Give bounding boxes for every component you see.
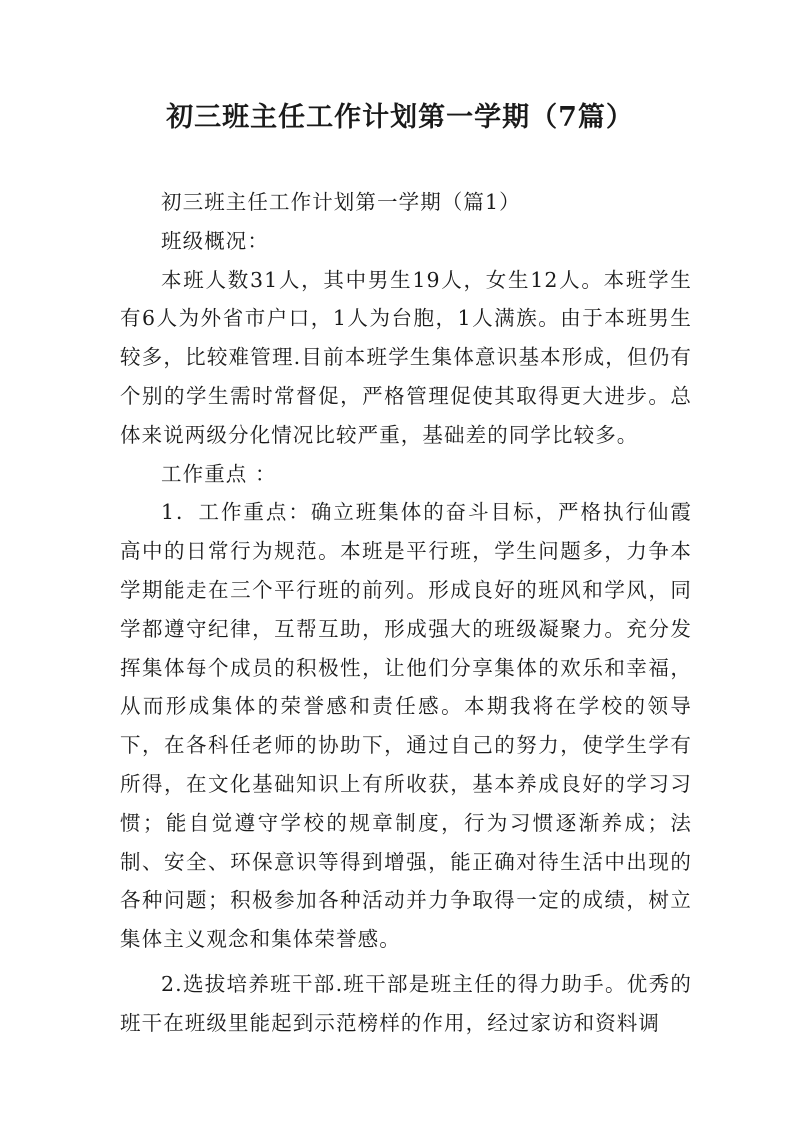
class-overview-paragraph: 本班人数31人，其中男生19人，女生12人。本班学生有6人为外省市户口，1人为台胞，1人满族。由于本班男生较多，比较难管理.目前本班学生集体意识基本形成，但仍有个别的学生需时常督促，严格管理促使其取得更大进步。总体来说两级分化情况比较严重，基础差的同学比较多。	[120, 267, 692, 447]
document-title: 初三班主任工作计划第一学期（7篇）	[166, 102, 634, 133]
document-body	[120, 183, 692, 1043]
class-overview-label: 班级概况：	[161, 228, 269, 253]
section-heading: 初三班主任工作计划第一学期（篇1）	[161, 190, 521, 214]
work-focus-item-1: 1．工作重点：确立班集体的奋斗目标，严格执行仙霞高中的日常行为规范。本班是平行班，学生问题多，力争本学期能走在三个平行班的前列。形成良好的班风和学风，同学都遵守纪律，互帮互助，形成强大的班级凝聚力。充分发挥集体每个成员的积极性，让他们分享集体的欢乐和幸福，从而形成集体的荣誉感和责任感。本期我将在学校的领导下，在各科任老师的协助下，通过自己的努力，使学生学有所得，在文化基础知识上有所收获，基本养成良好的学习习惯；能自觉遵守学校的规章制度，行为习惯逐渐养成；法制、安全、环保意识等得到增强，能正确对待生活中出现的各种问题；积极参加各种活动并力争取得一定的成绩，树立集体主义观念和集体荣誉感。	[120, 500, 692, 952]
work-focus-item-2: 2.选拔培养班干部.班干部是班主任的得力助手。优秀的班干在班级里能起到示范榜样的作用，经过家访和资料调	[120, 971, 692, 1035]
work-focus-label: 工作重点 ：	[161, 461, 277, 486]
